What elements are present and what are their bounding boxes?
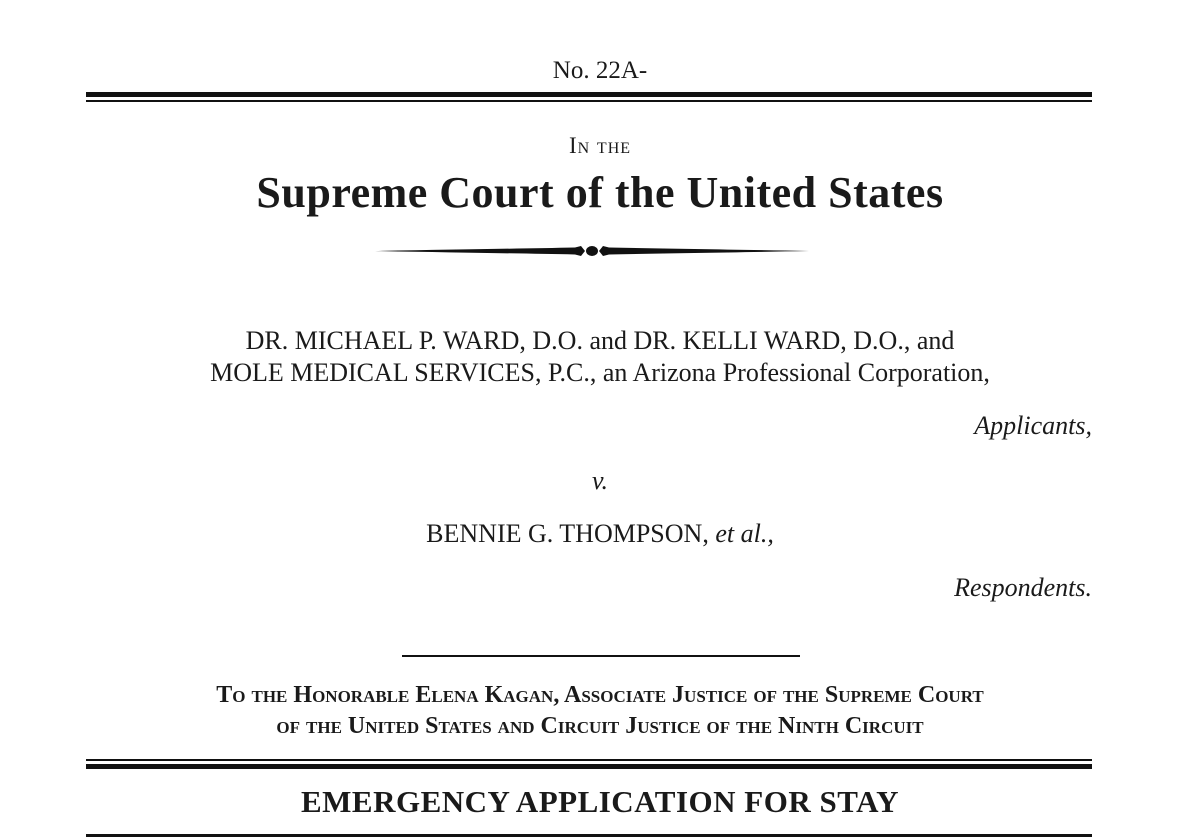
docket-number: No. 22A- (552, 57, 648, 84)
header-rule-thick (86, 92, 1092, 97)
applicants-line-1: DR. MICHAEL P. WARD, D.O. and DR. KELLI WARD, D.O., and (245, 326, 955, 355)
address-line-1: To the Honorable Elena Kagan, Associate Justice of the Supreme Court (216, 682, 984, 708)
versus: v. (591, 466, 609, 495)
court-name: Supreme Court of the United States (256, 168, 944, 217)
applicants-block (0, 325, 1200, 389)
applicants-role: Applicants, (974, 411, 1092, 440)
respondent-line (0, 518, 1200, 550)
address-line-2: of the United States and Circuit Justice of the Ninth Circuit (276, 713, 924, 739)
header-rule-thin (86, 100, 1092, 102)
title-rule-thick (86, 764, 1092, 769)
address-separator-rule (402, 655, 800, 657)
document-title: EMERGENCY APPLICATION FOR STAY (300, 784, 900, 819)
title-double-rule (86, 759, 1092, 769)
respondent-name: BENNIE G. THOMPSON, (426, 519, 716, 548)
respondents-role: Respondents. (954, 573, 1092, 602)
title-rule-thin (86, 759, 1092, 761)
applicants-line-2: MOLE MEDICAL SERVICES, P.C., an Arizona Professional Corporation, (210, 358, 990, 387)
title-bottom-rule (86, 834, 1092, 837)
court-prefix: In the (568, 133, 632, 158)
header-double-rule (86, 92, 1092, 102)
address-block (0, 680, 1200, 742)
respondent-etal: et al., (715, 519, 774, 548)
ornamental-divider (375, 240, 809, 262)
